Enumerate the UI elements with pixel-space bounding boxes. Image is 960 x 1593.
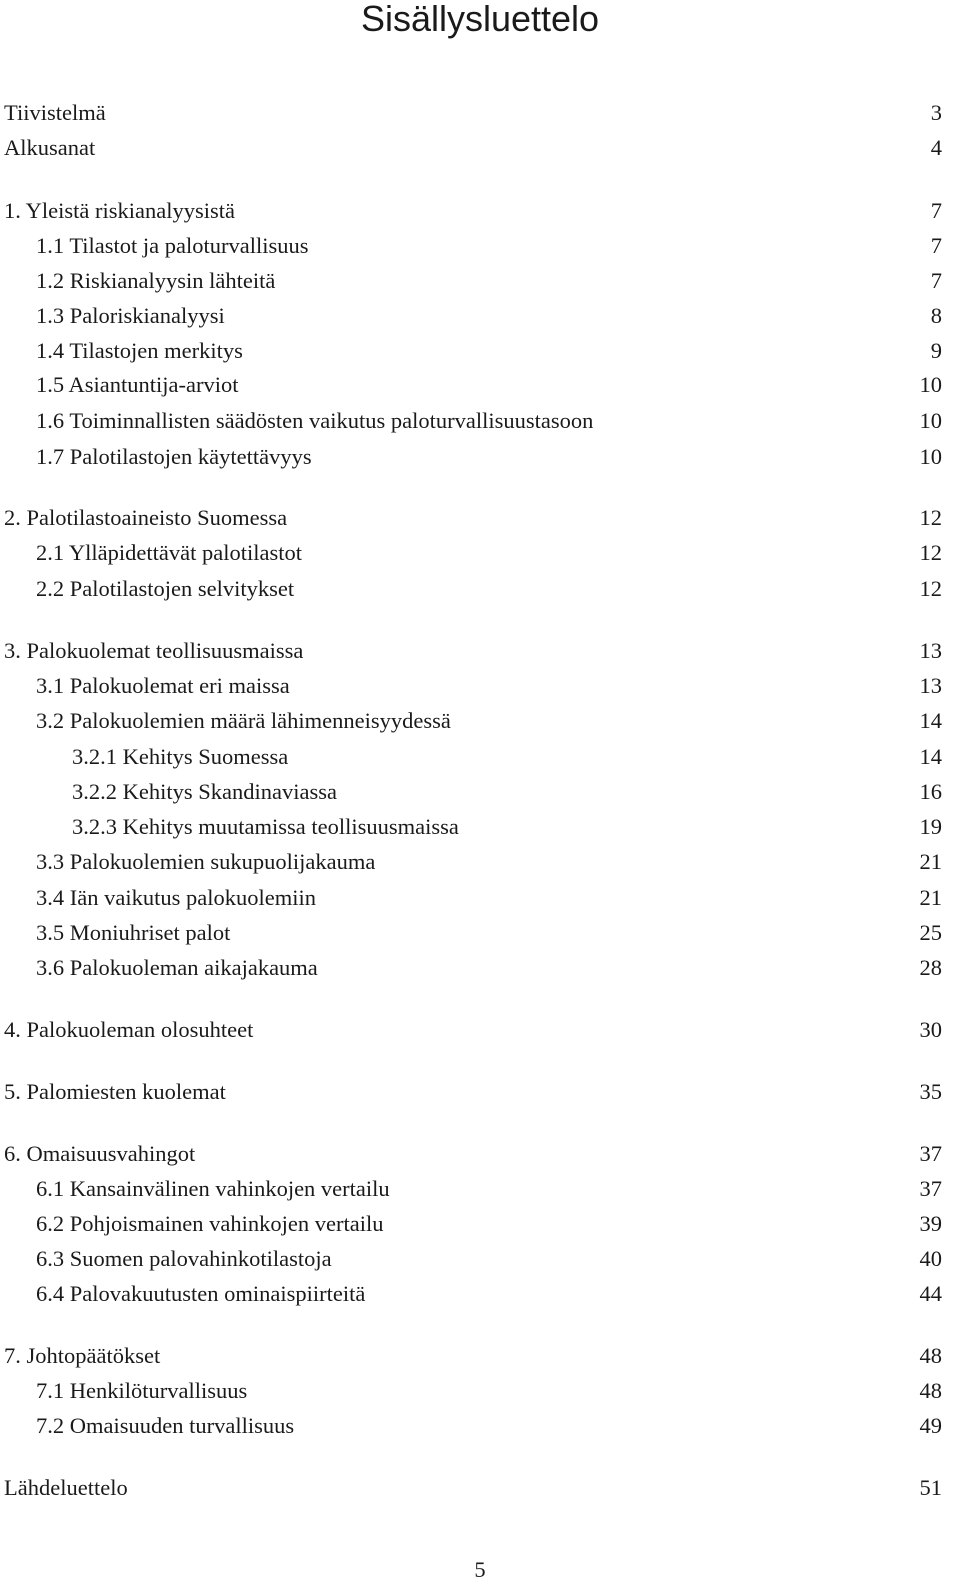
toc-entry-page: 12	[919, 576, 942, 601]
toc-entry-page: 16	[919, 779, 942, 804]
toc-entry[interactable]	[0, 1077, 960, 1107]
toc-entry-label: 6.3 Suomen palovahinkotilastoja	[36, 1246, 332, 1271]
toc-entry-label: 7.1 Henkilöturvallisuus	[36, 1378, 248, 1403]
toc-entry[interactable]	[0, 133, 960, 163]
toc-entry-label: 3.4 Iän vaikutus palokuolemiin	[36, 885, 316, 910]
toc-entry-page: 37	[919, 1176, 942, 1201]
toc-entry[interactable]	[0, 98, 960, 128]
toc-entry[interactable]	[0, 503, 960, 533]
toc-entry[interactable]	[0, 1376, 960, 1406]
toc-entry[interactable]	[0, 812, 960, 842]
toc-entry[interactable]	[0, 301, 960, 331]
toc-entry[interactable]	[0, 1341, 960, 1371]
toc-entry-page: 13	[919, 673, 942, 698]
toc-entry-page: 48	[919, 1343, 942, 1368]
toc-entry-label: 6. Omaisuusvahingot	[4, 1141, 196, 1166]
toc-entry[interactable]	[0, 196, 960, 226]
toc-entry-label: Lähdeluettelo	[4, 1475, 128, 1500]
toc-entry-label: 7. Johtopäätökset	[4, 1343, 161, 1368]
toc-entry-label: 3.6 Palokuoleman aikajakauma	[36, 955, 318, 980]
toc-entry[interactable]	[0, 370, 960, 400]
toc-entry[interactable]	[0, 1279, 960, 1309]
page-number: 5	[474, 1557, 486, 1582]
toc-entry-label: 1.1 Tilastot ja paloturvallisuus	[36, 233, 309, 258]
toc-entry[interactable]	[0, 918, 960, 948]
toc-entry-page: 49	[919, 1413, 942, 1438]
toc-entry-label: Tiivistelmä	[4, 100, 106, 125]
toc-entry[interactable]	[0, 406, 960, 436]
toc-entry[interactable]	[0, 671, 960, 701]
toc-entry-page: 51	[919, 1475, 942, 1500]
toc-entry[interactable]	[0, 1209, 960, 1239]
toc-entry-page: 7	[930, 198, 942, 223]
toc-entry-page: 37	[919, 1141, 942, 1166]
toc-entry-page: 10	[919, 408, 942, 433]
toc-entry-label: 1. Yleistä riskianalyysistä	[4, 198, 235, 223]
toc-entry-page: 14	[919, 744, 942, 769]
toc-entry-label: 2. Palotilastoaineisto Suomessa	[4, 505, 288, 530]
toc-entry[interactable]	[0, 442, 960, 472]
toc-entry[interactable]	[0, 953, 960, 983]
toc-entry-label: Alkusanat	[4, 135, 96, 160]
toc-entry[interactable]	[0, 847, 960, 877]
toc-entry-page: 21	[919, 849, 942, 874]
toc-entry-label: 5. Palomiesten kuolemat	[4, 1079, 226, 1104]
toc-entry-page: 19	[919, 814, 942, 839]
toc-entry-label: 1.6 Toiminnallisten säädösten vaikutus paloturvallisuustasoon	[36, 408, 594, 433]
toc-entry[interactable]	[0, 636, 960, 666]
toc-entry[interactable]	[0, 1139, 960, 1169]
toc-entry-label: 6.2 Pohjoismainen vahinkojen vertailu	[36, 1211, 384, 1236]
toc-entry-page: 7	[930, 233, 942, 258]
toc-entry-page: 4	[930, 135, 942, 160]
toc-entry-label: 3.3 Palokuolemien sukupuolijakauma	[36, 849, 376, 874]
toc-entry[interactable]	[0, 538, 960, 568]
toc-entry-label: 2.2 Palotilastojen selvitykset	[36, 576, 295, 601]
toc-entry-page: 39	[919, 1211, 942, 1236]
toc-entry[interactable]	[0, 574, 960, 604]
toc-entry-label: 3.2 Palokuolemien määrä lähimenneisyydessä	[36, 708, 451, 733]
toc-entry[interactable]	[0, 1015, 960, 1045]
toc-entry[interactable]	[0, 1174, 960, 1204]
toc-entry-label: 1.4 Tilastojen merkitys	[36, 338, 243, 363]
toc-entry-page: 7	[930, 268, 942, 293]
toc-entry[interactable]	[0, 1411, 960, 1441]
toc-entry-page: 40	[919, 1246, 942, 1271]
toc-entry-page: 8	[930, 303, 942, 328]
toc-entry-page: 13	[919, 638, 942, 663]
toc-entry[interactable]	[0, 883, 960, 913]
toc-entry-page: 10	[919, 372, 942, 397]
toc-entry[interactable]	[0, 742, 960, 772]
toc-entry[interactable]	[0, 266, 960, 296]
toc-entry-label: 6.4 Palovakuutusten ominaispiirteitä	[36, 1281, 366, 1306]
toc-entry-label: 3.2.2 Kehitys Skandinaviassa	[72, 779, 337, 804]
toc-entry[interactable]	[0, 336, 960, 366]
toc-entry-page: 12	[919, 540, 942, 565]
toc-entry-page: 25	[919, 920, 942, 945]
page-title: Sisällysluettelo	[360, 0, 600, 39]
toc-entry-label: 1.2 Riskianalyysin lähteitä	[36, 268, 276, 293]
toc-entry[interactable]	[0, 777, 960, 807]
toc-entry-label: 2.1 Ylläpidettävät palotilastot	[36, 540, 302, 565]
toc-entry-page: 44	[919, 1281, 942, 1306]
toc-entry-label: 3.2.1 Kehitys Suomessa	[72, 744, 289, 769]
toc-entry-label: 4. Palokuoleman olosuhteet	[4, 1017, 254, 1042]
toc-entry-label: 1.5 Asiantuntija-arviot	[36, 372, 239, 397]
toc-entry-page: 48	[919, 1378, 942, 1403]
toc-entry-label: 1.3 Paloriskianalyysi	[36, 303, 225, 328]
toc-entry-page: 35	[919, 1079, 942, 1104]
toc-entry-label: 3.2.3 Kehitys muutamissa teollisuusmaissa	[72, 814, 459, 839]
toc-entry-label: 1.7 Palotilastojen käytettävyys	[36, 444, 312, 469]
toc-entry-page: 12	[919, 505, 942, 530]
toc-entry-page: 3	[930, 100, 942, 125]
toc-entry-page: 14	[919, 708, 942, 733]
toc-entry[interactable]	[0, 706, 960, 736]
toc-entry-page: 21	[919, 885, 942, 910]
toc-entry-label: 6.1 Kansainvälinen vahinkojen vertailu	[36, 1176, 390, 1201]
toc-entry-label: 3. Palokuolemat teollisuusmaissa	[4, 638, 304, 663]
toc-entry-label: 3.1 Palokuolemat eri maissa	[36, 673, 290, 698]
toc-entry[interactable]	[0, 231, 960, 261]
toc-entry-page: 30	[919, 1017, 942, 1042]
toc-entry[interactable]	[0, 1473, 960, 1503]
toc-entry-label: 7.2 Omaisuuden turvallisuus	[36, 1413, 295, 1438]
toc-entry[interactable]	[0, 1244, 960, 1274]
toc-entry-page: 28	[919, 955, 942, 980]
toc-entry-page: 10	[919, 444, 942, 469]
toc-entry-page: 9	[930, 338, 942, 363]
toc-entry-label: 3.5 Moniuhriset palot	[36, 920, 231, 945]
